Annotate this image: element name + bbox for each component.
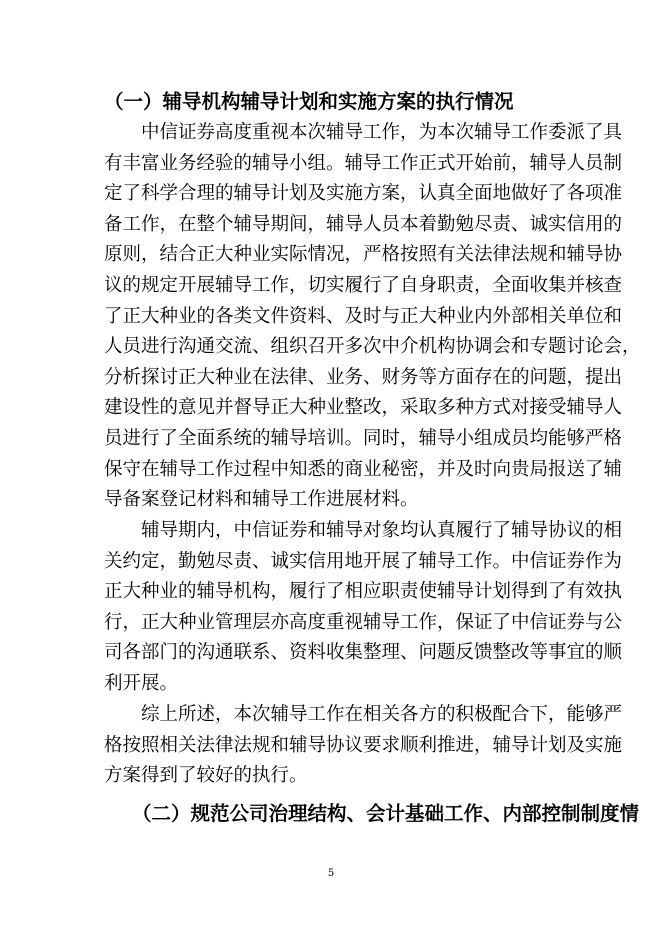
paragraph-line: 中信证券高度重视本次辅导工作，为本次辅导工作委派了具: [141, 122, 623, 143]
paragraph-line: 综上所述，本次辅导工作在相关各方的积极配合下，能够严: [141, 704, 623, 725]
paragraph-line: 保守在辅导工作过程中知悉的商业秘密，并及时向贵局报送了辅: [104, 458, 623, 480]
paragraph-line: 格按照相关法律法规和辅导协议要求顺利推进，辅导计划及实施: [104, 734, 623, 756]
paragraph-line: 分析探讨正大种业在法律、业务、财务等方面存在的问题，提出: [104, 366, 623, 388]
paragraph-line: 人员进行沟通交流、组织召开多次中介机构协调会和专题讨论会，: [104, 336, 641, 358]
paragraph-line: 方案得到了较好的执行。: [104, 765, 308, 787]
paragraph-line: 议的规定开展辅导工作，切实履行了自身职责，全面收集并核查: [104, 274, 623, 296]
paragraph-line: 建设性的意见并督导正大种业整改，采取多种方式对接受辅导人: [104, 397, 623, 419]
paragraph-line: 原则，结合正大种业实际情况，严格按照有关法律法规和辅导协: [104, 244, 623, 266]
paragraph-line: 了正大种业的各类文件资料、及时与正大种业内外部相关单位和: [104, 305, 623, 327]
paragraph-line: 导备案登记材料和辅导工作进展材料。: [104, 489, 419, 511]
section-heading-2: （二）规范公司治理结构、会计基础工作、内部控制制度情: [132, 802, 640, 825]
paragraph-line: 利开展。: [104, 672, 179, 694]
paragraph-line: 备工作，在整个辅导期间，辅导人员本着勤勉尽责、诚实信用的: [104, 213, 623, 235]
paragraph-2: [104, 516, 623, 700]
page-number: 5: [327, 868, 335, 879]
paragraph-line: 司各部门的沟通联系、资料收集整理、问题反馈整改等事宜的顺: [104, 642, 623, 664]
paragraph-line: 员进行了全面系统的辅导培训。同时，辅导小组成员均能够严格: [104, 427, 623, 449]
paragraph-line: 正大种业的辅导机构，履行了相应职责使辅导计划得到了有效执: [104, 581, 623, 603]
paragraph-line: 有丰富业务经验的辅导小组。辅导工作正式开始前，辅导人员制: [104, 152, 623, 174]
paragraph-line: 关约定，勤勉尽责、诚实信用地开展了辅导工作。中信证券作为: [104, 550, 623, 572]
section-heading-1: （一）辅导机构辅导计划和实施方案的执行情况: [104, 90, 514, 113]
paragraph-3: [104, 700, 623, 792]
paragraph-1: [104, 118, 641, 516]
paragraph-line: 行，正大种业管理层亦高度重视辅导工作，保证了中信证券与公: [104, 611, 623, 633]
paragraph-line: 定了科学合理的辅导计划及实施方案，认真全面地做好了各项准: [104, 183, 623, 205]
paragraph-line: 辅导期内，中信证券和辅导对象均认真履行了辅导协议的相: [141, 520, 623, 541]
